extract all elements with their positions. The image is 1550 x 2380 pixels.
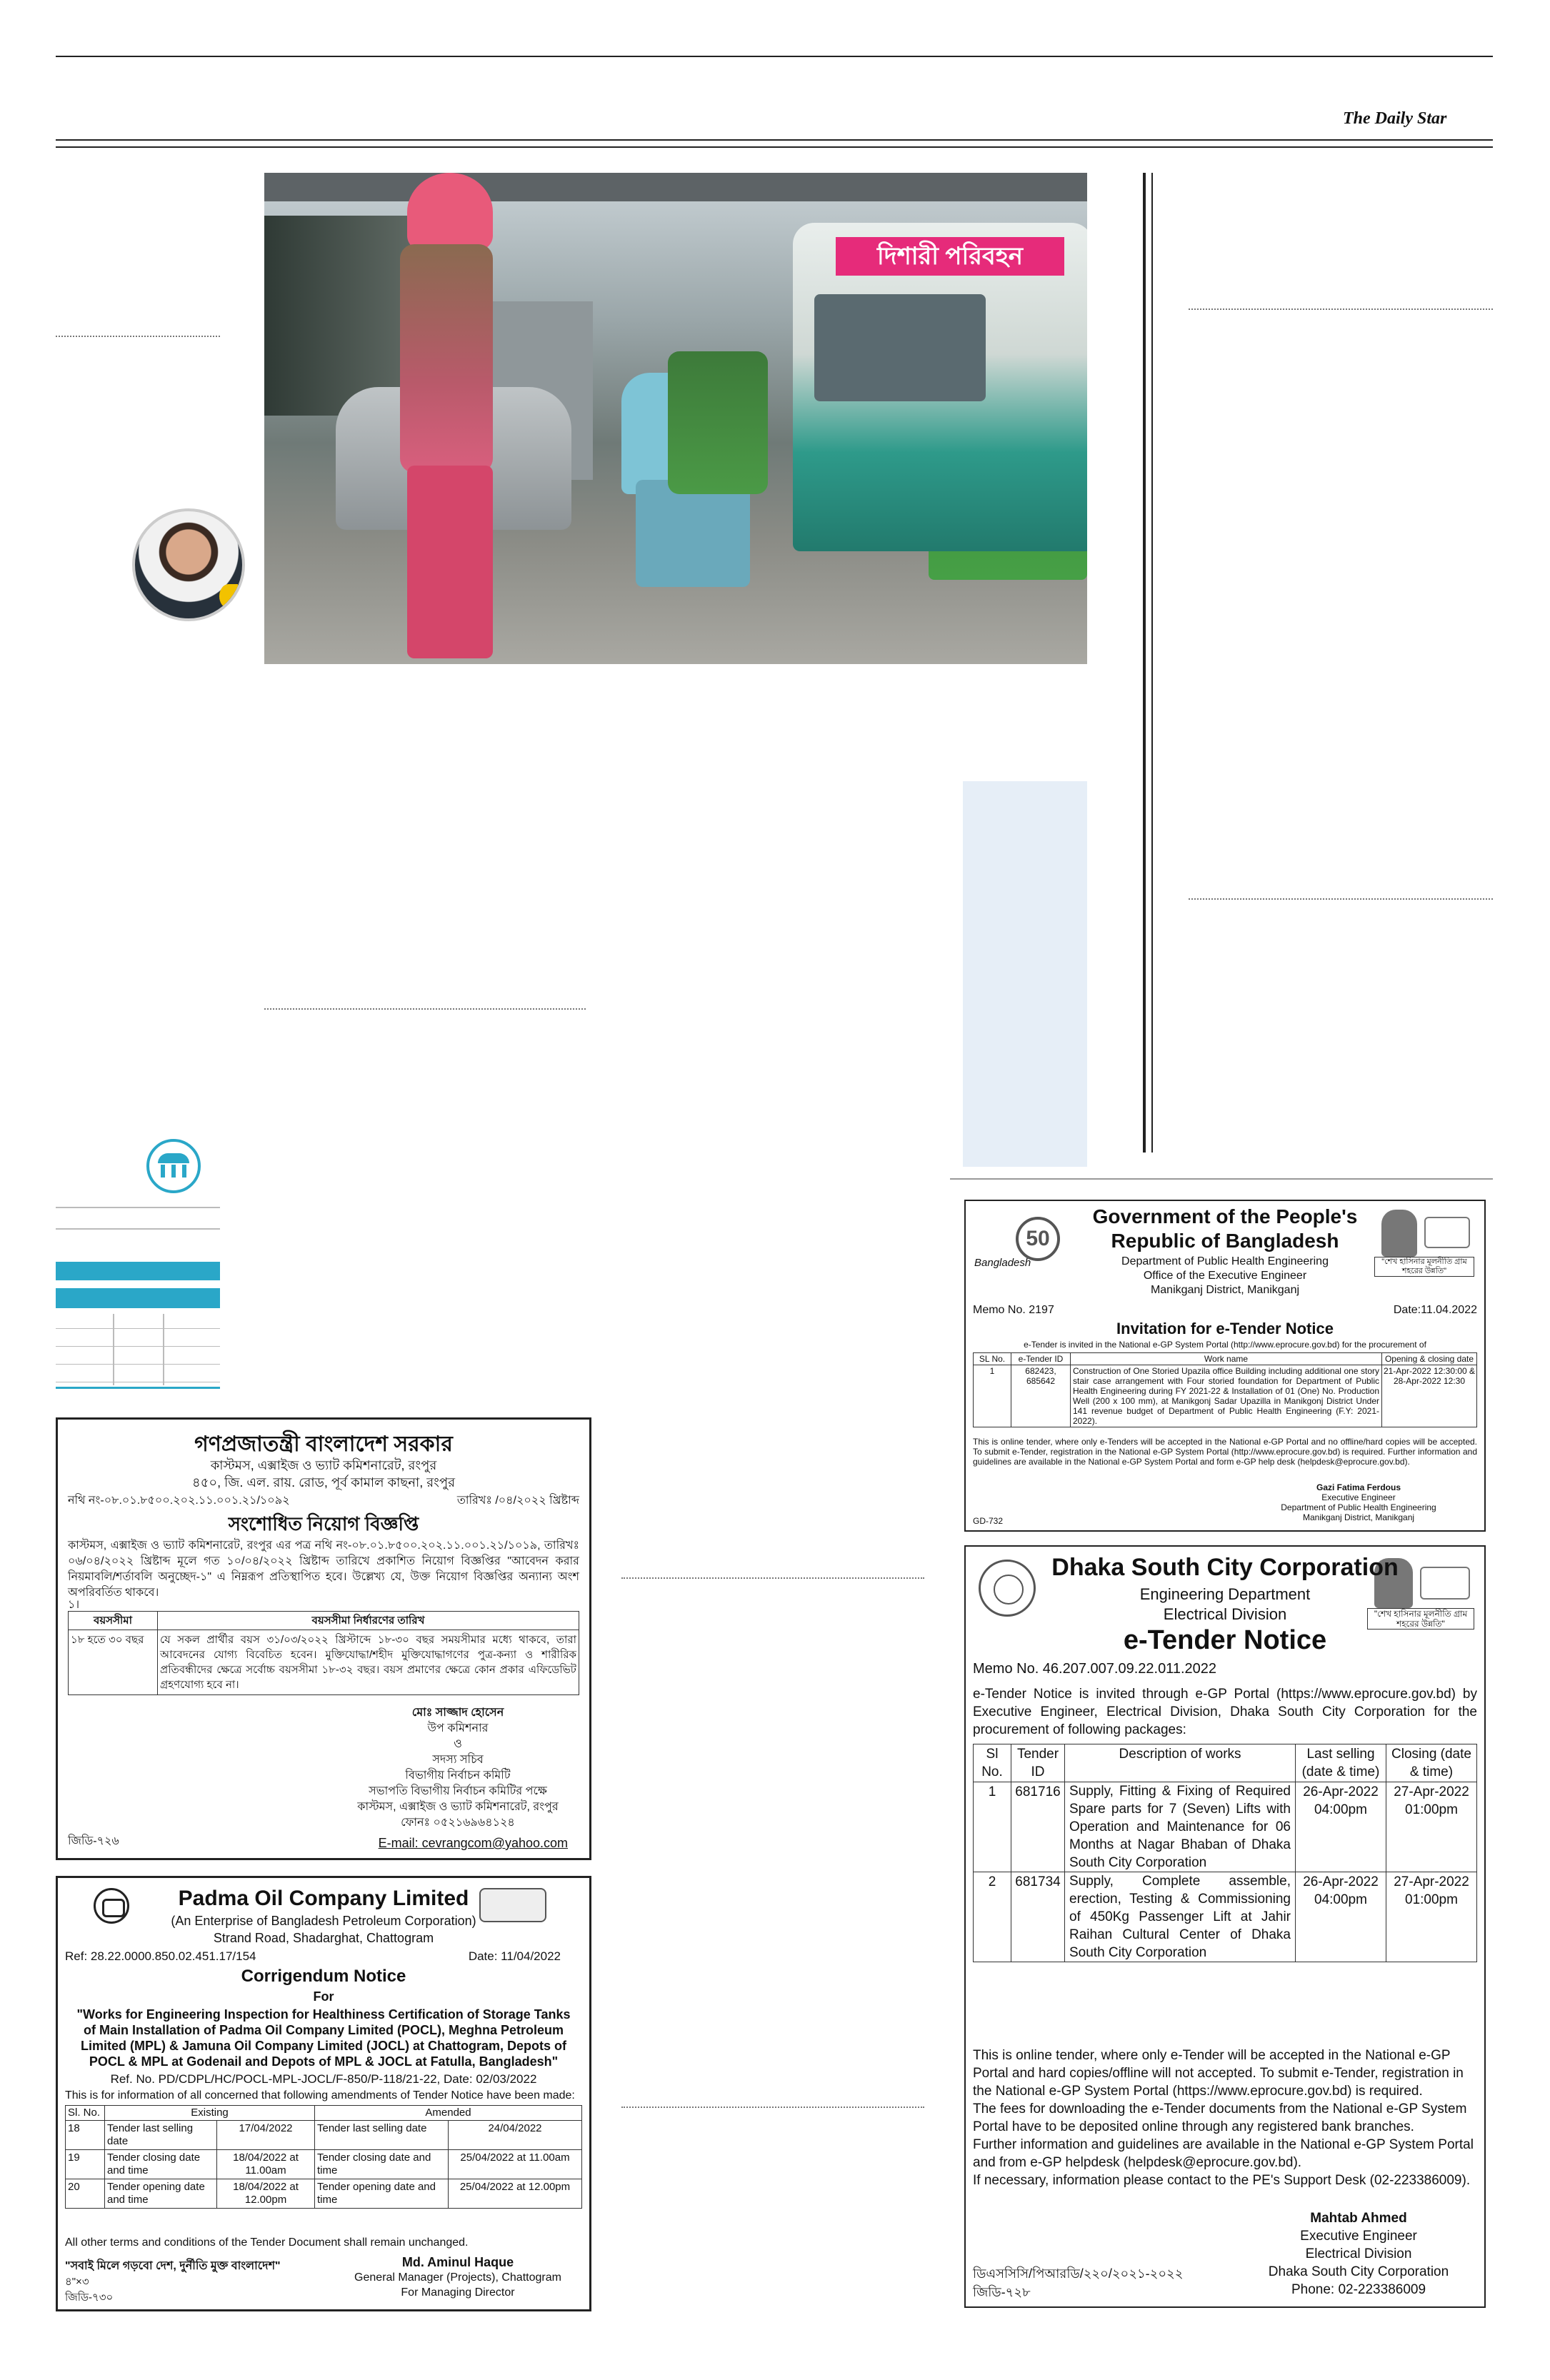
dscc-phone: Phone: 02-223386009 (1291, 2282, 1426, 2297)
mid-right-dotted-rule-2 (621, 2107, 924, 2108)
gov-phone: ফোনঃ ০৫২১৬৯৬৪১২৪ (401, 1817, 515, 1829)
dscc-paragraphs (973, 2047, 1477, 2189)
padma-h-sl: Sl. No. (66, 2106, 105, 2121)
gov-heading: সংশোধিত নিয়োগ বিজ্ঞপ্তি (228, 1513, 419, 1535)
padma-r0-e1: Tender last selling date (105, 2121, 217, 2150)
padma-h-amended: Amended (315, 2106, 582, 2121)
dscc-table (973, 1744, 1477, 1962)
padma-notice (56, 1876, 591, 2311)
daily-star-logo: The Daily Star (1343, 109, 1447, 128)
dphe-date: Date:11.04.2022 (1393, 1304, 1477, 1316)
padma-signature (329, 2255, 586, 2300)
dphe-district: Manikganj District, Manikganj (1150, 1284, 1300, 1296)
dscc-r0-sl: 1 (974, 1782, 1011, 1872)
padma-r0-a2: 24/04/2022 (449, 2121, 582, 2150)
padma-heading: Corrigendum Notice (241, 1967, 406, 1986)
gov-address: ৪৫০, জি. এল. রায়. রোড, পূর্ব কামাল কাছনা, রংপুর (192, 1475, 455, 1490)
dphe-sign-l3: Manikganj District, Manikganj (1302, 1512, 1415, 1522)
padma-title: Padma Oil Company Limited (178, 1887, 469, 1910)
dphe-notice (964, 1200, 1486, 1532)
gov-sign-l2: ও (454, 1738, 462, 1750)
padma-footer: All other terms and conditions of the Tender Document shall remain unchanged. (65, 2236, 469, 2249)
info-grid (56, 1314, 220, 1385)
padma-sign-name: Md. Aminul Haque (401, 2255, 514, 2269)
dscc-h-desc: Description of works (1065, 1744, 1296, 1782)
padma-r0-sl: 18 (66, 2121, 105, 2150)
column-divider-heavy (1143, 173, 1146, 1153)
info-bar-2 (56, 1288, 220, 1308)
padma-r0-e2: 17/04/2022 (217, 2121, 315, 2150)
info-bar-1 (56, 1262, 220, 1280)
dscc-notice (964, 1545, 1486, 2308)
padma-r1-a1: Tender closing date and time (315, 2150, 449, 2179)
dphe-title-1: Government of the People's (1092, 1205, 1358, 1227)
dphe-h-date: Opening & closing date (1382, 1353, 1477, 1365)
dphe-sign-name: Gazi Fatima Ferdous (1316, 1482, 1401, 1492)
dscc-dept: Engineering Department (1139, 1585, 1311, 1603)
padma-r2-sl: 20 (66, 2179, 105, 2209)
padma-date: Date: 11/04/2022 (468, 1949, 561, 1963)
dscc-r0-last: 26-Apr-2022 04:00pm (1296, 1782, 1386, 1872)
dscc-code-1: ডিএসসিসি/পিআরডি/২২০/২০২১-২০২২ (973, 2266, 1184, 2281)
dscc-r1-desc: Supply, Complete assemble, erection, Testing & Commissioning of 450Kg Passenger Lift at Jahir Raihan Cultural Center of Dhaka South City Corporation (1065, 1872, 1296, 1962)
gov-item-no: ১। (68, 1599, 80, 1611)
dphe-signature (1237, 1482, 1480, 1522)
info-rule-1 (56, 1207, 220, 1208)
table-row (66, 2121, 582, 2150)
header-rule-1 (56, 139, 1493, 141)
dphe-r-date: 21-Apr-2022 12:30:00 & 28-Apr-2022 12:30 (1382, 1365, 1477, 1427)
dphe-title-2: Republic of Bangladesh (1111, 1230, 1339, 1252)
padma-sign-l2: For Managing Director (401, 2286, 515, 2299)
dscc-r0-desc: Supply, Fitting & Fixing of Required Spare parts for 7 (Seven) Lifts with Operation and Maintenance for 06 Months at Nagar Bhaban of Dhaka South City Corporation (1065, 1782, 1296, 1872)
padma-r1-a2: 25/04/2022 at 11.00am (449, 2150, 582, 2179)
bus-destination-sign: দিশারী পরিবহন (836, 237, 1064, 276)
padma-table (65, 2105, 582, 2209)
dscc-p3: Further information and guidelines are available in the National e-GP System Portal and from e-GP helpdesk (helpdesk@eprocure.gov.bd). (973, 2137, 1474, 2170)
dphe-heading: Invitation for e-Tender Notice (1116, 1320, 1334, 1337)
dscc-signature (1237, 2209, 1480, 2299)
padma-r1-e2: 18/04/2022 at 11.00am (217, 2150, 315, 2179)
padma-intro: This is for information of all concerned that following amendments of Tender Notice have been made: (65, 2089, 575, 2102)
dscc-sign-name: Mahtab Ahmed (1310, 2211, 1407, 2226)
gov-sign-l6: কাস্টমস, এক্সাইজ ও ভ্যাট কমিশনারেট, রংপুর (357, 1801, 559, 1813)
padma-sub: (An Enterprise of Bangladesh Petroleum Corporation) (171, 1914, 476, 1928)
top-rule (56, 56, 1493, 57)
dscc-h-id: Tender ID (1011, 1744, 1065, 1782)
gov-email: E-mail: cevrangcom@yahoo.com (378, 1836, 568, 1850)
institution-icon (146, 1139, 201, 1193)
dphe-h-work: Work name (1071, 1353, 1382, 1365)
dphe-slogan: "শেখ হাসিনার মূলনীতি গ্রাম শহরের উন্নতি" (1374, 1257, 1474, 1277)
dscc-code-2: জিডি-৭২৮ (973, 2285, 1031, 2299)
dphe-sign-l2: Department of Public Health Engineering (1281, 1502, 1436, 1512)
dscc-title: Dhaka South City Corporation (1051, 1554, 1399, 1581)
dphe-office: Office of the Executive Engineer (1143, 1270, 1307, 1282)
dphe-h-id: e-Tender ID (1011, 1353, 1071, 1365)
dscc-heading: e-Tender Notice (1123, 1625, 1327, 1655)
dscc-h-sl: Sl No. (974, 1744, 1011, 1782)
gov-sign-l5: সভাপতি বিভাগীয় নির্বাচন কমিটির পক্ষে (369, 1785, 547, 1797)
column-divider-thin (1151, 173, 1153, 1153)
gov-body: কাস্টমস, এক্সাইজ ও ভ্যাট কমিশনারেট, রংপুর এর পত্র নথি নং-০৮.০১.৮৫০০.২০২.১১.০০১.২১/১০১৯, তারিখঃ ০৬/০৪/২০২২ খ্রিষ্টাব্দ মূলে গত ১০/০৪/২০২২ খ্রিষ্টাব্দ তারিখে প্রকাশিত নিয়োগ বিজ্ঞপ্তির "আবেদন করার নিয়মাবলি/শর্তাবলি অনুচ্ছেদ-১" এ নিম্নরূপ প্রতিস্থাপিত হবে। উল্লেখ্য যে, উক্ত নিয়োগ বিজ্ঞপ্তির অন্যান্য অংশ অপরিবর্তিত থাকবে। (68, 1540, 579, 1599)
dphe-sign-l1: Executive Engineer (1321, 1492, 1396, 1502)
gov-memo: নথি নং-০৮.০১.৮৫০০.২০২.১১.০০১.২১/১০৯২ (68, 1495, 290, 1507)
padma-r1-e1: Tender closing date and time (105, 2150, 217, 2179)
padma-r0-a1: Tender last selling date (315, 2121, 449, 2150)
padma-r2-e2: 18/04/2022 at 12.00pm (217, 2179, 315, 2209)
padma-ref: Ref: 28.22.0000.850.02.451.17/154 (65, 1949, 256, 1963)
dscc-p1: This is online tender, where only e-Tender will be accepted in the National e-GP Portal and hard copies/offline will not accepted. To submit e-Tender, registration in the National e-GP System Portal (https://www.eprocure.gov.bd) is required. (973, 2048, 1464, 2099)
dphe-h-sl: SL No. (974, 1353, 1011, 1365)
right-dotted-rule-1 (1189, 308, 1493, 310)
padma-size: ৪"×৩ (65, 2276, 89, 2288)
dphe-table (973, 1352, 1477, 1427)
bangladesh-50-logo: 50 Bangladesh (974, 1210, 1060, 1278)
dphe-footer: This is online tender, where only e-Tenders will be accepted in the National e-GP Portal and no offline/hard copies will be accepted. To submit e-Tender, registration in the National e-GP System Portal (http://www.eprocure.gov.bd) is required. Further information and guidelines are available in the National e-GP System Portal and form e-GP help desk (helpdesk@eprocure.gov.bd). (973, 1437, 1477, 1467)
gov-row-age: ১৮ হতে ৩০ বছর (69, 1630, 158, 1695)
gov-signature (329, 1705, 586, 1831)
dscc-r0-id: 681716 (1011, 1782, 1065, 1872)
dscc-h-close: Closing (date & time) (1386, 1744, 1477, 1782)
info-bottom-rule (56, 1387, 220, 1389)
dscc-division: Electrical Division (1163, 1605, 1287, 1623)
mid-right-dotted-rule-1 (621, 1577, 924, 1579)
padma-r2-a2: 25/04/2022 at 12.00pm (449, 2179, 582, 2209)
dscc-r1-id: 681734 (1011, 1872, 1065, 1962)
dphe-r-id: 682423, 685642 (1011, 1365, 1071, 1427)
dscc-r1-close: 27-Apr-2022 01:00pm (1386, 1872, 1477, 1962)
padma-address: Strand Road, Shadarghat, Chattogram (213, 1931, 434, 1945)
right-dotted-rule-2 (1189, 898, 1493, 900)
padma-sign-l1: General Manager (Projects), Chattogram (354, 2271, 561, 2284)
dphe-r-sl: 1 (974, 1365, 1011, 1427)
gov-office: কাস্টমস, এক্সাইজ ও ভ্যাট কমিশনারেট, রংপুর (210, 1458, 437, 1472)
gov-col-age: বয়সসীমা (69, 1612, 158, 1630)
gov-sign-l3: সদস্য সচিব (432, 1754, 484, 1766)
gov-age-table (68, 1611, 579, 1695)
gov-col-date: বয়সসীমা নির্ধারণের তারিখ (158, 1612, 579, 1630)
padma-for: For (313, 1989, 334, 2004)
dscc-intro: e-Tender Notice is invited through e-GP Portal (https://www.eprocure.gov.bd) by Executive Engineer, Electrical Division, Dhaka South City Corporation for the procurement of following packages: (973, 1687, 1477, 1737)
info-rule-2 (56, 1228, 220, 1230)
street-photo (264, 173, 1087, 664)
table-row (974, 1782, 1477, 1872)
dphe-intro: e-Tender is invited in the National e-GP System Portal (http://www.eprocure.gov.bd) for the procurement of (1024, 1340, 1426, 1350)
padma-r2-e1: Tender opening date and time (105, 2179, 217, 2209)
dscc-p2: The fees for downloading the e-Tender documents from the National e-GP System Portal have to be deposited online through any registered bank branches. (973, 2102, 1467, 2134)
mid-dotted-rule (264, 1008, 586, 1010)
padma-r1-sl: 19 (66, 2150, 105, 2179)
gov-code: জিডি-৭২৬ (68, 1835, 119, 1847)
padma-code: জিডি-৭৩০ (65, 2291, 114, 2304)
padma-refno: Ref. No. PD/CDPL/HC/POCL-MPL-JOCL/F-850/P-118/21-22, Date: 02/03/2022 (110, 2072, 537, 2086)
table-row (66, 2179, 582, 2209)
table-row (974, 1365, 1477, 1427)
ad-panel (963, 781, 1087, 1167)
padma-slogan: "সবাই মিলে গড়বো দেশ, দুর্নীতি মুক্ত বাংলাদেশ" (65, 2260, 281, 2272)
gov-sign-l4: বিভাগীয় নির্বাচন কমিটি (405, 1769, 511, 1782)
dscc-sign-l1: Executive Engineer (1300, 2229, 1417, 2244)
table-row (974, 1872, 1477, 1962)
gov-date: তারিখঃ /০৪/২০২২ খ্রিষ্টাব্দ (456, 1495, 579, 1507)
dscc-p4: If necessary, information please contact to the PE's Support Desk (02-223386009). (973, 2173, 1471, 2188)
gov-notice (56, 1417, 591, 1860)
dscc-sign-l2: Electrical Division (1305, 2246, 1412, 2261)
dphe-memo: Memo No. 2197 (973, 1304, 1054, 1316)
columnist-avatar (132, 508, 245, 621)
table-row (66, 2150, 582, 2179)
right-thin-rule (950, 1178, 1493, 1180)
dscc-slogan: "শেখ হাসিনার মূলনীতি গ্রাম শহরের উন্নতি" (1367, 1608, 1474, 1630)
dphe-logo-text: Bangladesh (974, 1257, 1031, 1269)
gov-title: গণপ্রজাতন্ত্রী বাংলাদেশ সরকার (194, 1432, 453, 1456)
dphe-dept: Department of Public Health Engineering (1121, 1255, 1329, 1267)
header-rule-2 (56, 146, 1493, 148)
padma-h-existing: Existing (105, 2106, 315, 2121)
dscc-r0-close: 27-Apr-2022 01:00pm (1386, 1782, 1477, 1872)
dscc-h-last: Last selling (date & time) (1296, 1744, 1386, 1782)
dphe-code: GD-732 (973, 1516, 1004, 1526)
dscc-sign-l3: Dhaka South City Corporation (1268, 2264, 1449, 2279)
gov-row-text: যে সকল প্রার্থীর বয়স ৩১/০৩/২০২২ খ্রিস্টাব্দে ১৮-৩০ বছর সময়সীমার মধ্যে থাকবে, তারা আবেদনের যোগ্য বিবেচিত হবেন। মুক্তিযোদ্ধা/শহীদ মুক্তিযোদ্ধাগণের পুত্র-কন্যা ও শারীরিক প্রতিবন্ধীদের ক্ষেত্রে সর্বোচ্চ বয়সসীমা ১৮-৩২ বছর। বয়স প্রমাণের ক্ষেত্রে কোন প্রকার এফিডেভিট গ্রহণযোগ্য হবে না। (158, 1630, 579, 1695)
gov-sign-l1: উপ কমিশনার (427, 1722, 489, 1734)
dphe-r-work: Construction of One Storied Upazila office Building including additional one story stair case arrangement with Four storied foundation for Department of Public Health Engineering during FY 2021-22 & Installation of 01 (One) No. Production Well (200 x 100 mm), at Manikgonj Sadar Upazilla in Manikgonj District Under 141 revenue budget of Department of Public Health Engineering (F.Y: 2021-2022). (1071, 1365, 1382, 1427)
dscc-memo: Memo No. 46.207.007.09.22.011.2022 (973, 1661, 1216, 1677)
gov-sign-name: মোঃ সাজ্জাদ হোসেন (411, 1707, 504, 1719)
dscc-r1-sl: 2 (974, 1872, 1011, 1962)
dscc-r1-last: 26-Apr-2022 04:00pm (1296, 1872, 1386, 1962)
padma-r2-a1: Tender opening date and time (315, 2179, 449, 2209)
padma-works: "Works for Engineering Inspection for Healthiness Certification of Storage Tanks of Main Installation of Padma Oil Company Limited (POCL), Meghna Petroleum Limited (MPL) & Jamuna Oil Company Limited (JOCL) at Chattogram, Depots of POCL & MPL at Godenail and Depots of MPL & JOCL at Fatulla, Bangladesh" (76, 2007, 571, 2069)
left-dotted-rule (56, 336, 220, 337)
